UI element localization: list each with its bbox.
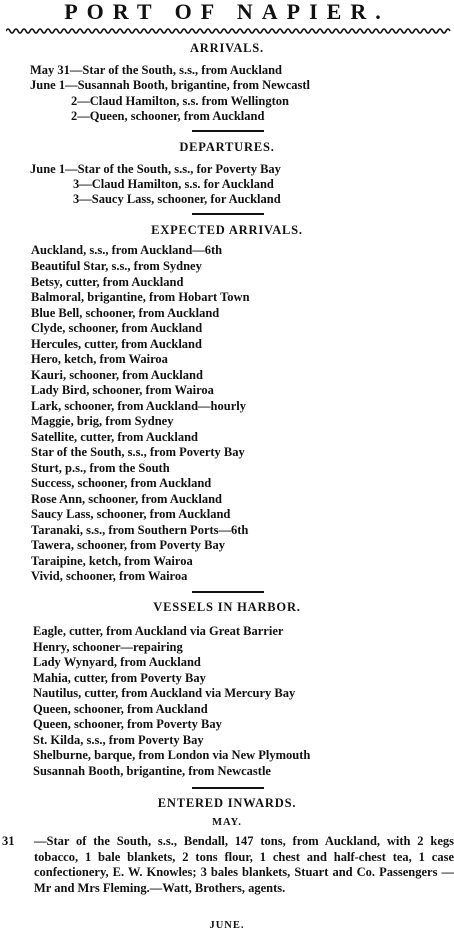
harbor-line: Lady Wynyard, from Auckland [33,655,201,669]
expected-arrivals-heading: EXPECTED ARRIVALS. [151,223,303,237]
expected-line: Lark, schooner, from Auckland—hourly [31,399,246,413]
month-may-subhead: MAY. [212,817,242,828]
expected-line: Clyde, schooner, from Auckland [31,321,203,335]
arrivals-heading: ARRIVALS. [189,41,264,55]
arrival-line: June 1—Susannah Booth, brigantine, from Newcastl [30,78,311,92]
section-rule [192,591,264,593]
expected-line: Lady Bird, schooner, from Wairoa [31,383,214,397]
expected-line: Betsy, cutter, from Auckland [31,275,184,289]
page-title: PORT OF NAPIER. [64,0,390,24]
entry-paragraph: —Star of the South, s.s., Bendall, 147 tons, from Auckland, with 2 kegs tobacco, 1 bale blankets, 2 tons flour, 1 chest and half-chest tea, 1 case confectionery, E. W. Knowles; 3 bales blankets, Stuart and Co. Passengers —Mr and Mrs Fleming.—Watt, Brothers, agents. [34,834,454,895]
departure-line: June 1—Star of the South, s.s., for Poverty Bay [30,162,281,176]
arrival-line: 2—Claud Hamilton, s.s. from Wellington [71,94,289,108]
departure-line: 3—Claud Hamilton, s.s. for Auckland [73,177,274,191]
harbor-line: Eagle, cutter, from Auckland via Great Barrier [33,624,284,638]
expected-line: Vivid, schooner, from Wairoa [31,569,188,583]
harbor-line: Mahia, cutter, from Poverty Bay [33,671,206,685]
harbor-line: Nautilus, cutter, from Auckland via Mercury Bay [33,686,296,700]
expected-line: Beautiful Star, s.s., from Sydney [31,259,202,273]
expected-line: Saucy Lass, schooner, from Auckland [31,507,231,521]
expected-line: Balmoral, brigantine, from Hobart Town [31,290,250,304]
vessels-in-harbor-heading: VESSELS IN HARBOR. [153,600,301,614]
expected-line: Rose Ann, schooner, from Auckland [31,492,223,506]
harbor-line: Queen, schooner, from Auckland [33,702,208,716]
expected-line: Auckland, s.s., from Auckland—6th [31,243,223,257]
harbor-line: Susannah Booth, brigantine, from Newcastle [33,764,271,778]
wavy-rule-divider [6,27,452,35]
harbor-line: Queen, schooner, from Poverty Bay [33,717,222,731]
expected-line: Maggie, brig, from Sydney [31,414,174,428]
harbor-line: Shelburne, barque, from London via New Plymouth [33,748,311,762]
expected-line: Success, schooner, from Auckland [31,476,212,490]
month-june-subhead: JUNE. [209,920,245,931]
entered-inwards-heading: ENTERED INWARDS. [157,796,297,810]
expected-line: Satellite, cutter, from Auckland [31,430,199,444]
section-rule [192,213,264,215]
harbor-line: St. Kilda, s.s., from Poverty Bay [33,733,204,747]
section-rule [192,130,264,132]
section-rule [192,787,264,789]
expected-line: Kauri, schooner, from Auckland [31,368,203,382]
expected-line: Sturt, p.s., from the South [31,461,170,475]
departures-heading: DEPARTURES. [179,140,275,154]
departure-line: 3—Saucy Lass, schooner, for Auckland [73,192,281,206]
expected-line: Hero, ketch, from Wairoa [31,352,168,366]
expected-line: Tawera, schooner, from Poverty Bay [31,538,225,552]
harbor-line: Henry, schooner—repairing [33,640,183,654]
expected-line: Star of the South, s.s., from Poverty Bay [31,445,245,459]
entry-number: 31 [2,834,15,848]
expected-line: Blue Bell, schooner, from Auckland [31,306,220,320]
expected-line: Taraipine, ketch, from Wairoa [31,554,193,568]
arrival-line: 2—Queen, schooner, from Auckland [71,109,265,123]
expected-line: Hercules, cutter, from Auckland [31,337,202,351]
expected-line: Taranaki, s.s., from Southern Ports—6th [31,523,249,537]
arrival-line: May 31—Star of the South, s.s., from Auckland [30,63,282,77]
